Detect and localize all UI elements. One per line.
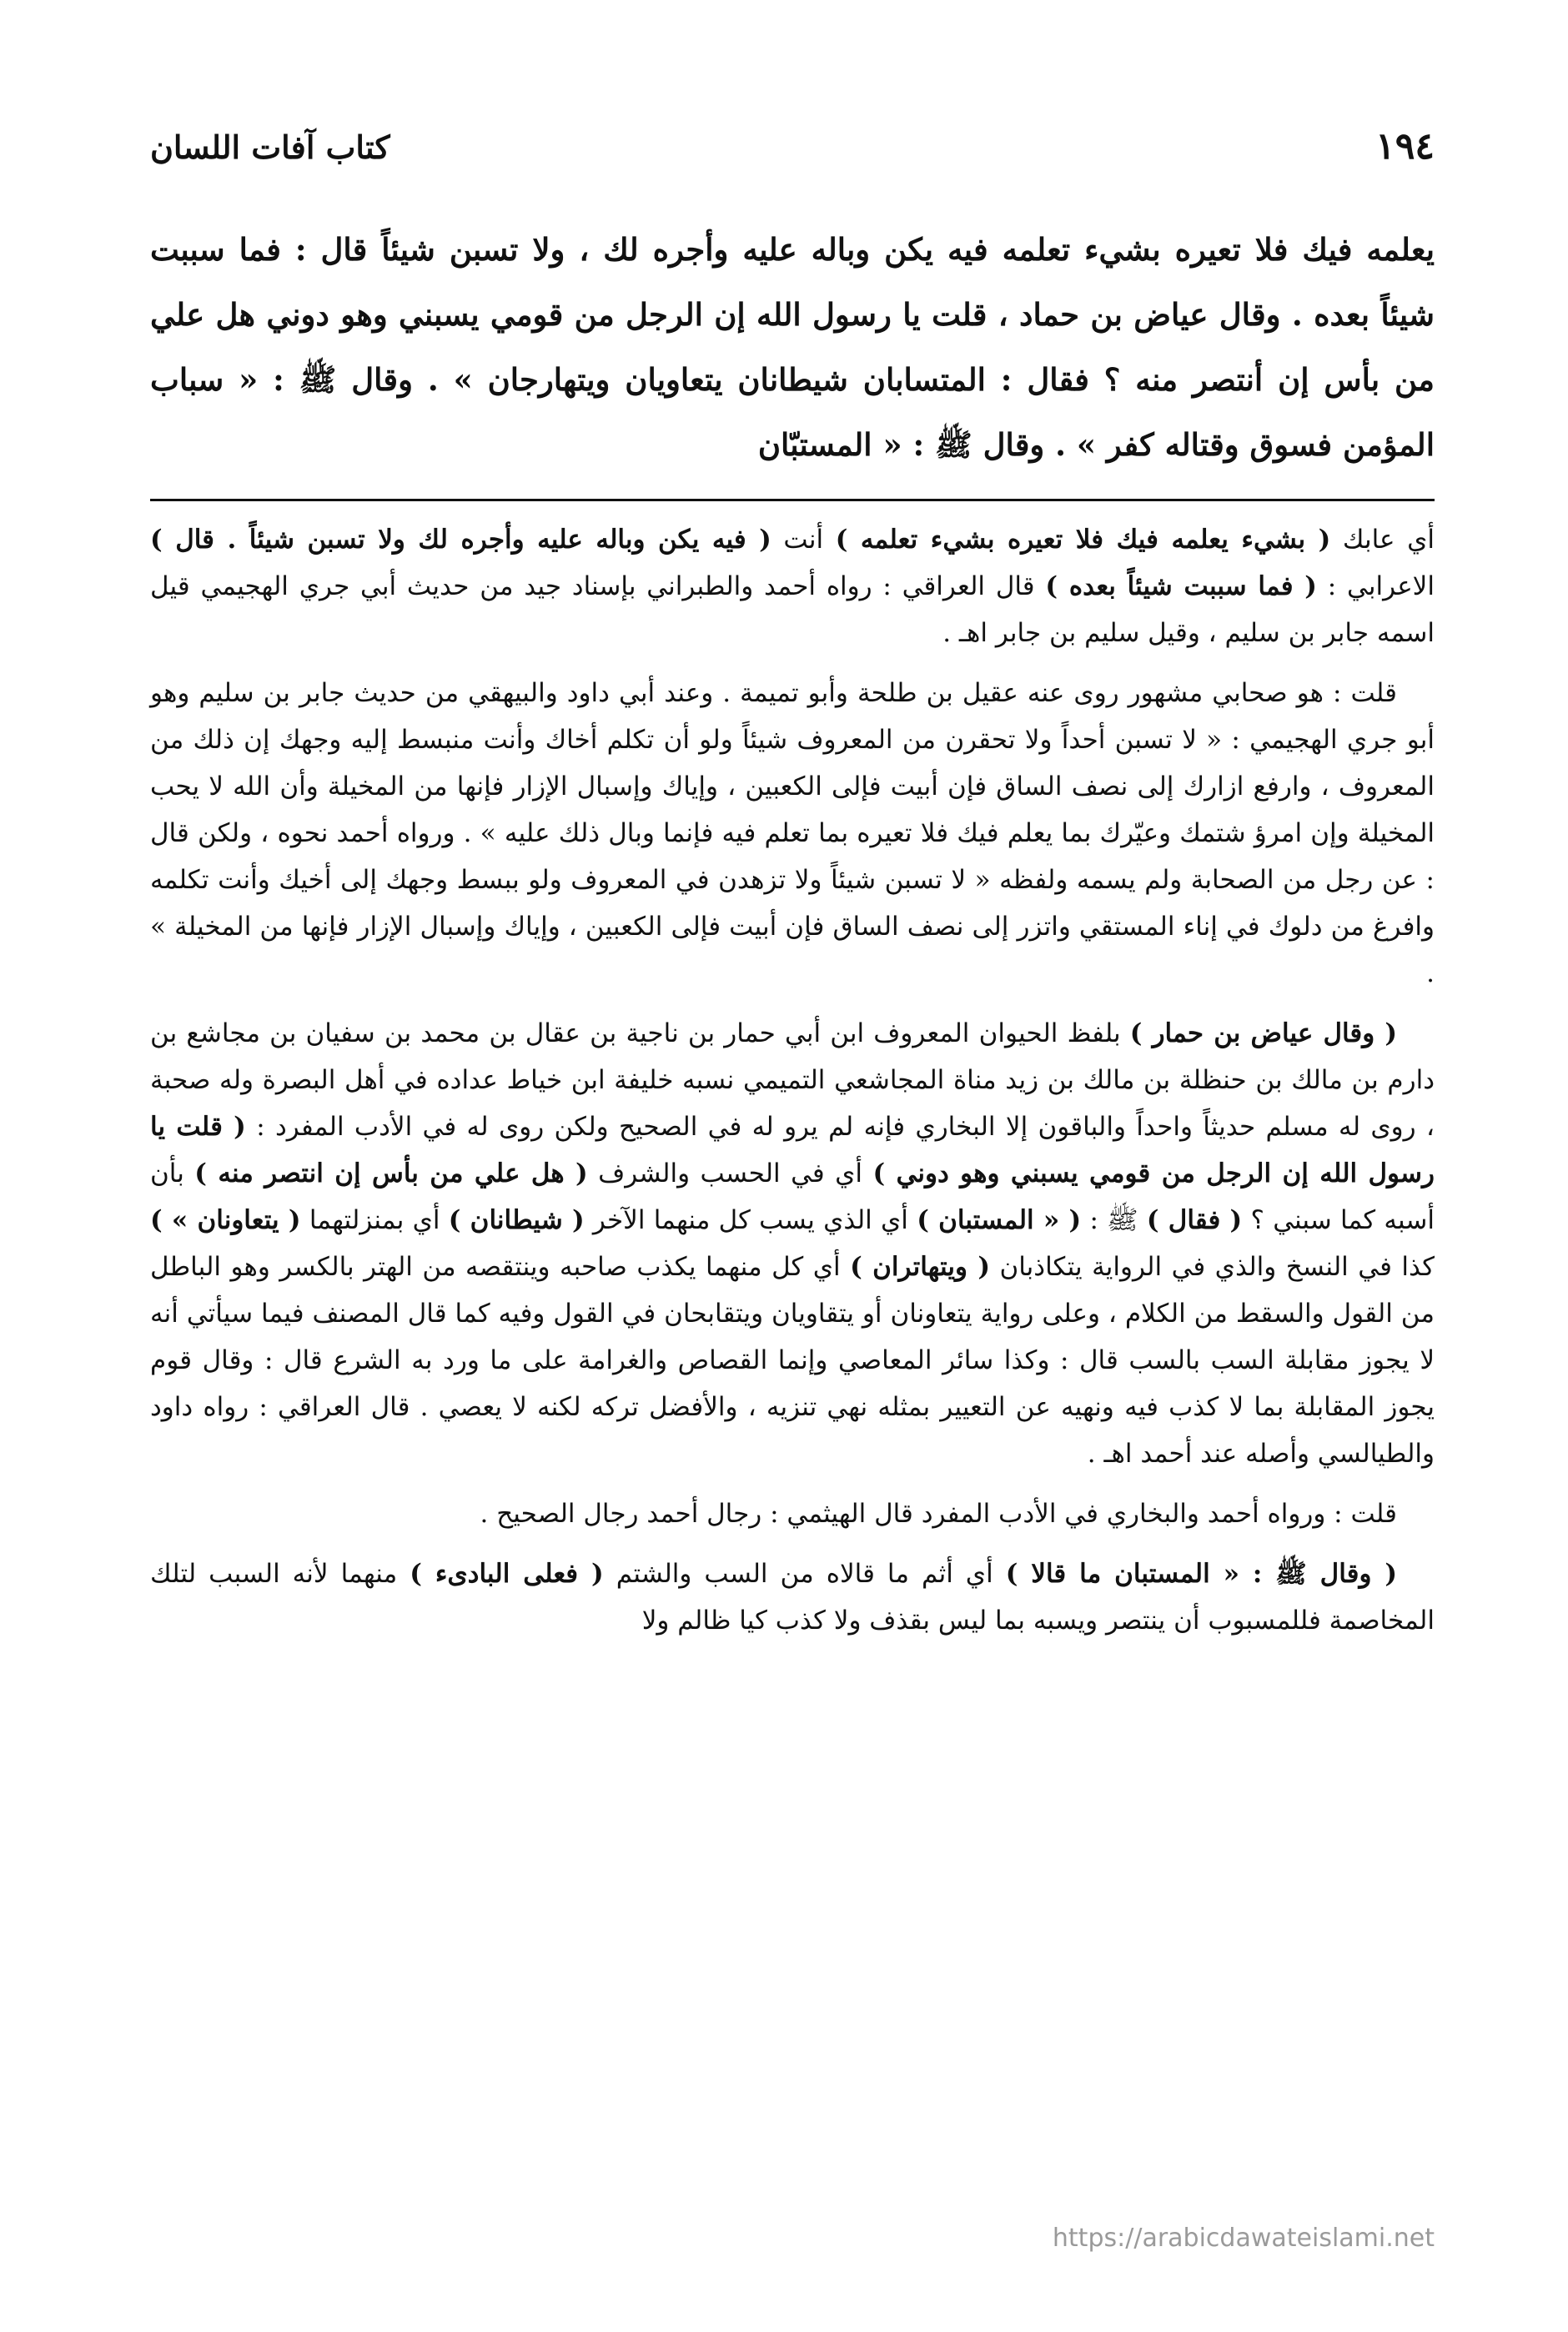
quoted-matn-text: ( ويتهاتران ): [850, 1252, 991, 1282]
quoted-matn-text: ( بشيء يعلمه فيك فلا تعيره بشيء تعلمه ): [835, 525, 1331, 555]
page-number: ١٩٤: [1375, 125, 1435, 168]
quoted-matn-text: ( فيه يكن وباله عليه وأجره لك ولا تسبن شيئاً . قال ): [150, 525, 771, 555]
commentary-text: أي بمنزلتهما: [300, 1205, 449, 1235]
commentary-text: أي الذي يسب كل منهما الآخر: [584, 1205, 917, 1235]
commentary-text: أي في الحسب والشرف: [587, 1158, 873, 1189]
quoted-matn-text: ( فعلى البادىء ): [410, 1559, 604, 1589]
main-text-paragraph: يعلمه فيك فلا تعيره بشيء تعلمه فيه يكن وباله عليه وأجره لك ، ولا تسبن شيئاً قال : فما سببت شيئاً بعده . وقال عياض بن حماد ، قلت يا رسول الله إن الرجل من قومي يسبني وهو دوني هل علي من بأس إن أنتصر منه ؟ فقال : المتسابان شيطانان يتعاويان ويتهارجان » . وقال ﷺ : « سباب المؤمن فسوق وقتاله كفر » . وقال ﷺ : « المستبّان: [150, 231, 1435, 463]
commentary-text: الاعرابي :: [1316, 571, 1435, 601]
commentary-text: قلت : هو صحابي مشهور روى عنه عقيل بن طلحة وأبو تميمة . وعند أبي داود والبيهقي من حديث جابر بن سليم وهو أبو جري الهجيمي : « لا تسبن أحداً ولا تحقرن من المعروف شيئاً ولو أن تكلم أخاك وأنت منبسط إليه وجهك إن ذلك من المعروف ، وارفع ازارك إلى نصف الساق فإن أبيت فإلى الكعبين ، وإياك وإسبال الإزار فإنها من المخيلة وأن الله لا يحب المخيلة وإن امرؤ شتمك وعيّرك بما يعلم فيك فلا تعيره بما تعلم فيه فإنما وبال ذلك عليه » . ورواه أحمد نحوه ، ولكن قال : عن رجل من الصحابة ولم يسمه ولفظه « لا تسبن شيئاً ولا تزهدن في المعروف ولو ببسط وجهك إلى أخيك وأنت تكلمه وافرغ من دلوك في إناء المستقي واتزر إلى نصف الساق فإن أبيت فإلى الكعبين ، وإياك وإسبال الإزار فإنها من المخيلة » .: [150, 678, 1435, 988]
commentary-text: أنت: [771, 525, 836, 555]
commentary-text: أي عابك: [1330, 525, 1435, 555]
commentary-text: بأن أسبه كما سبني ؟: [150, 1158, 1435, 1235]
commentary-text: أي أثم ما قالاه من السب والشتم: [603, 1559, 1006, 1589]
commentary-paragraph: [150, 516, 1435, 656]
running-title: كتاب آفات اللسان: [150, 128, 390, 166]
commentary-text: بلفظ الحيوان المعروف ابن أبي حمار بن ناجية بن عقال بن محمد بن سفيان بن مجاشع بن دارم بن مالك بن حنظلة بن مالك بن زيد مناة المجاشعي التميمي نسبه خليفة ابن خياط عداده في أهل البصرة وله صحبة ، روى له مسلم حديثاً واحداً والباقون إلا البخاري فإنه لم يرو له في الصحيح ولكن روى له في الأدب المفرد :: [150, 1018, 1435, 1142]
commentary-text: منهما لأنه السبب لتلك المخاصمة فللمسبوب أن ينتصر ويسبه بما ليس بقذف ولا كذب كيا ظالم ولا: [150, 1559, 1435, 1636]
commentary-text: قلت : ورواه أحمد والبخاري في الأدب المفرد قال الهيثمي : رجال أحمد رجال الصحيح .: [480, 1499, 1397, 1529]
commentary-paragraph: [150, 1490, 1435, 1537]
commentary-text: قال العراقي : رواه أحمد والطبراني بإسناد جيد من حديث أبي جري الهجيمي قيل اسمه جابر بن سليم ، وقيل سليم بن جابر اهـ .: [150, 571, 1435, 648]
page-header: [150, 125, 1435, 192]
page: [150, 125, 1435, 1657]
divider-rule: [150, 499, 1435, 501]
commentary-paragraph: [150, 1010, 1435, 1477]
watermark-url: https://arabicdawateislami.net: [1052, 2224, 1435, 2253]
quoted-matn-text: ( فما سببت شيئاً بعده ): [1045, 571, 1317, 601]
quoted-matn-text: ( وقال ﷺ : « المستبان ما قالا ): [1005, 1559, 1398, 1589]
quoted-matn-text: ( شيطانان ): [448, 1205, 585, 1235]
quoted-matn-text: ( هل علي من بأس إن انتصر منه ): [194, 1158, 588, 1189]
quoted-matn-text: ( وقال عياض بن حمار ): [1129, 1018, 1397, 1048]
main-text: [150, 217, 1435, 477]
commentary-paragraph: [150, 670, 1435, 997]
quoted-matn-text: ( يتعاونان » ): [150, 1205, 301, 1235]
commentary-text: أي كل منهما يكذب صاحبه وينتقصه من الهتر بالكسر وهو الباطل من القول والسقط من الكلام ، وعلى رواية يتعاونان أو يتقاويان ويتقابحان في القول وفيه كما قال المصنف فيما سيأتي أنه لا يجوز مقابلة السب بالسب قال : وكذا سائر المعاصي وإنما القصاص والغرامة على ما ورد به الشرع قال : وقال قوم يجوز المقابلة بما لا كذب فيه ونهيه عن التعيير بمثله نهي تنزيه ، والأفضل تركه لكنه لا يعصي . قال العراقي : رواه داود والطيالسي وأصله عند أحمد اهـ .: [150, 1252, 1435, 1469]
quoted-matn-text: ( « المستبان ): [917, 1205, 1082, 1235]
commentary-text: كذا في النسخ والذي في الرواية يتكاذبان: [990, 1252, 1435, 1282]
commentary: [150, 516, 1435, 1644]
quoted-matn-text: ( قلت يا رسول الله إن الرجل من قومي يسبني وهو دوني ): [150, 1112, 1435, 1189]
commentary-text: ﷺ :: [1081, 1205, 1147, 1235]
commentary-paragraph: [150, 1550, 1435, 1644]
quoted-matn-text: ( فقال ): [1146, 1205, 1243, 1235]
